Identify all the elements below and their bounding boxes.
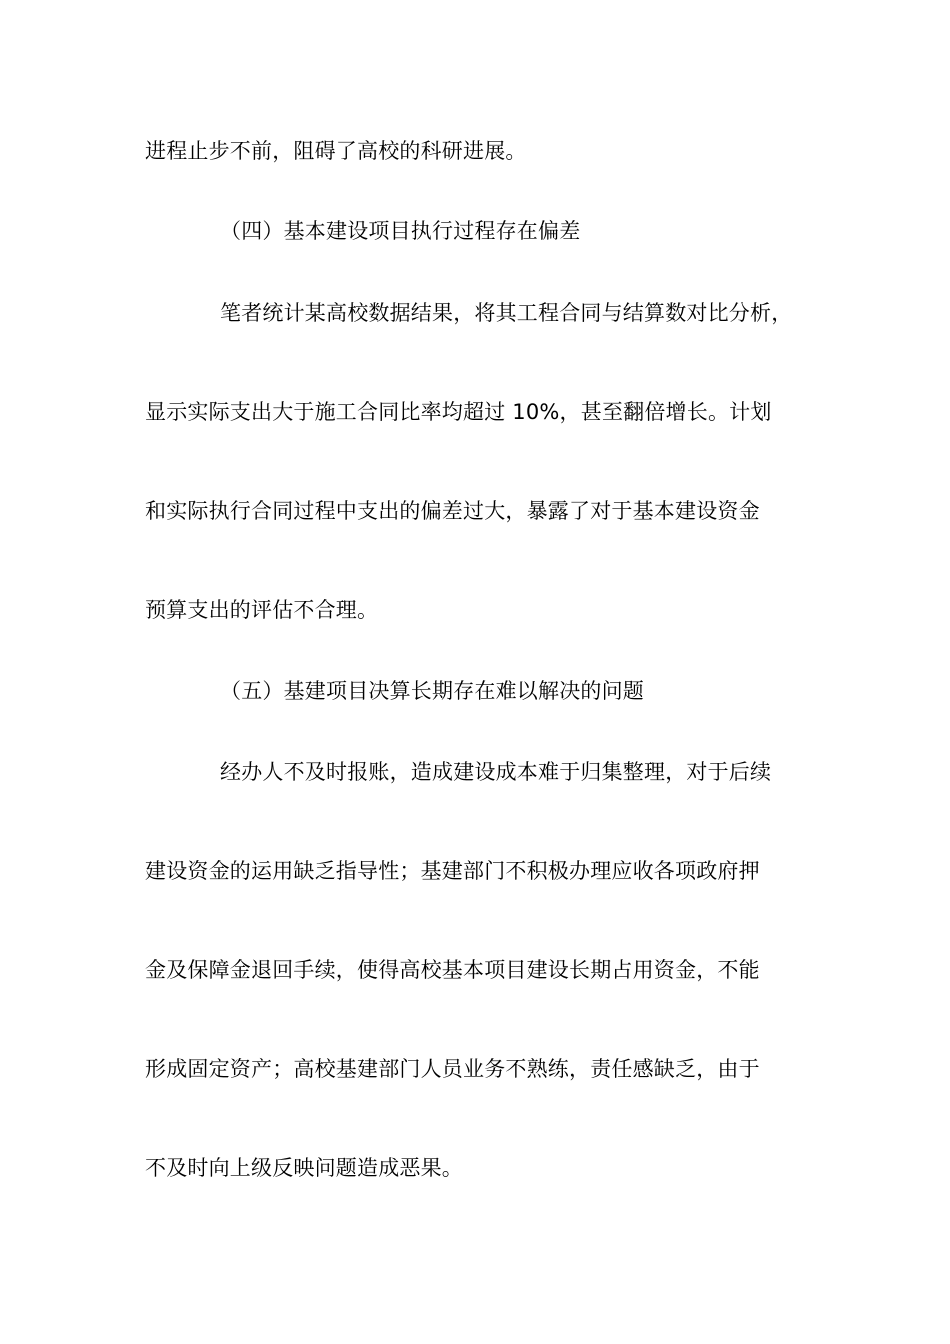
paragraph-line: 笔者统计某高校数据结果，将其工程合同与结算数对比分析， xyxy=(220,301,793,325)
paragraph-line: 建设资金的运用缺乏指导性；基建部门不积极办理应收各项政府押 xyxy=(145,859,760,883)
paragraph-line: 形成固定资产；高校基建部门人员业务不熟练，责任感缺乏，由于 xyxy=(145,1057,760,1081)
section-heading: （五）基建项目决算长期存在难以解决的问题 xyxy=(220,679,644,703)
paragraph-line: 和实际执行合同过程中支出的偏差过大，暴露了对于基本建设资金 xyxy=(145,499,760,523)
paragraph-line: 预算支出的评估不合理。 xyxy=(145,598,379,622)
paragraph-line: 进程止步不前，阻碍了高校的科研进展。 xyxy=(145,139,527,163)
paragraph-line: 显示实际支出大于施工合同比率均超过 10%，甚至翻倍增长。计划 xyxy=(145,400,772,424)
paragraph-line: 经办人不及时报账，造成建设成本难于归集整理，对于后续 xyxy=(220,760,772,784)
paragraph-line: 不及时向上级反映问题造成恶果。 xyxy=(145,1156,463,1180)
paragraph-line: 金及保障金退回手续，使得高校基本项目建设长期占用资金，不能 xyxy=(145,958,760,982)
section-heading: （四）基本建设项目执行过程存在偏差 xyxy=(220,219,581,243)
